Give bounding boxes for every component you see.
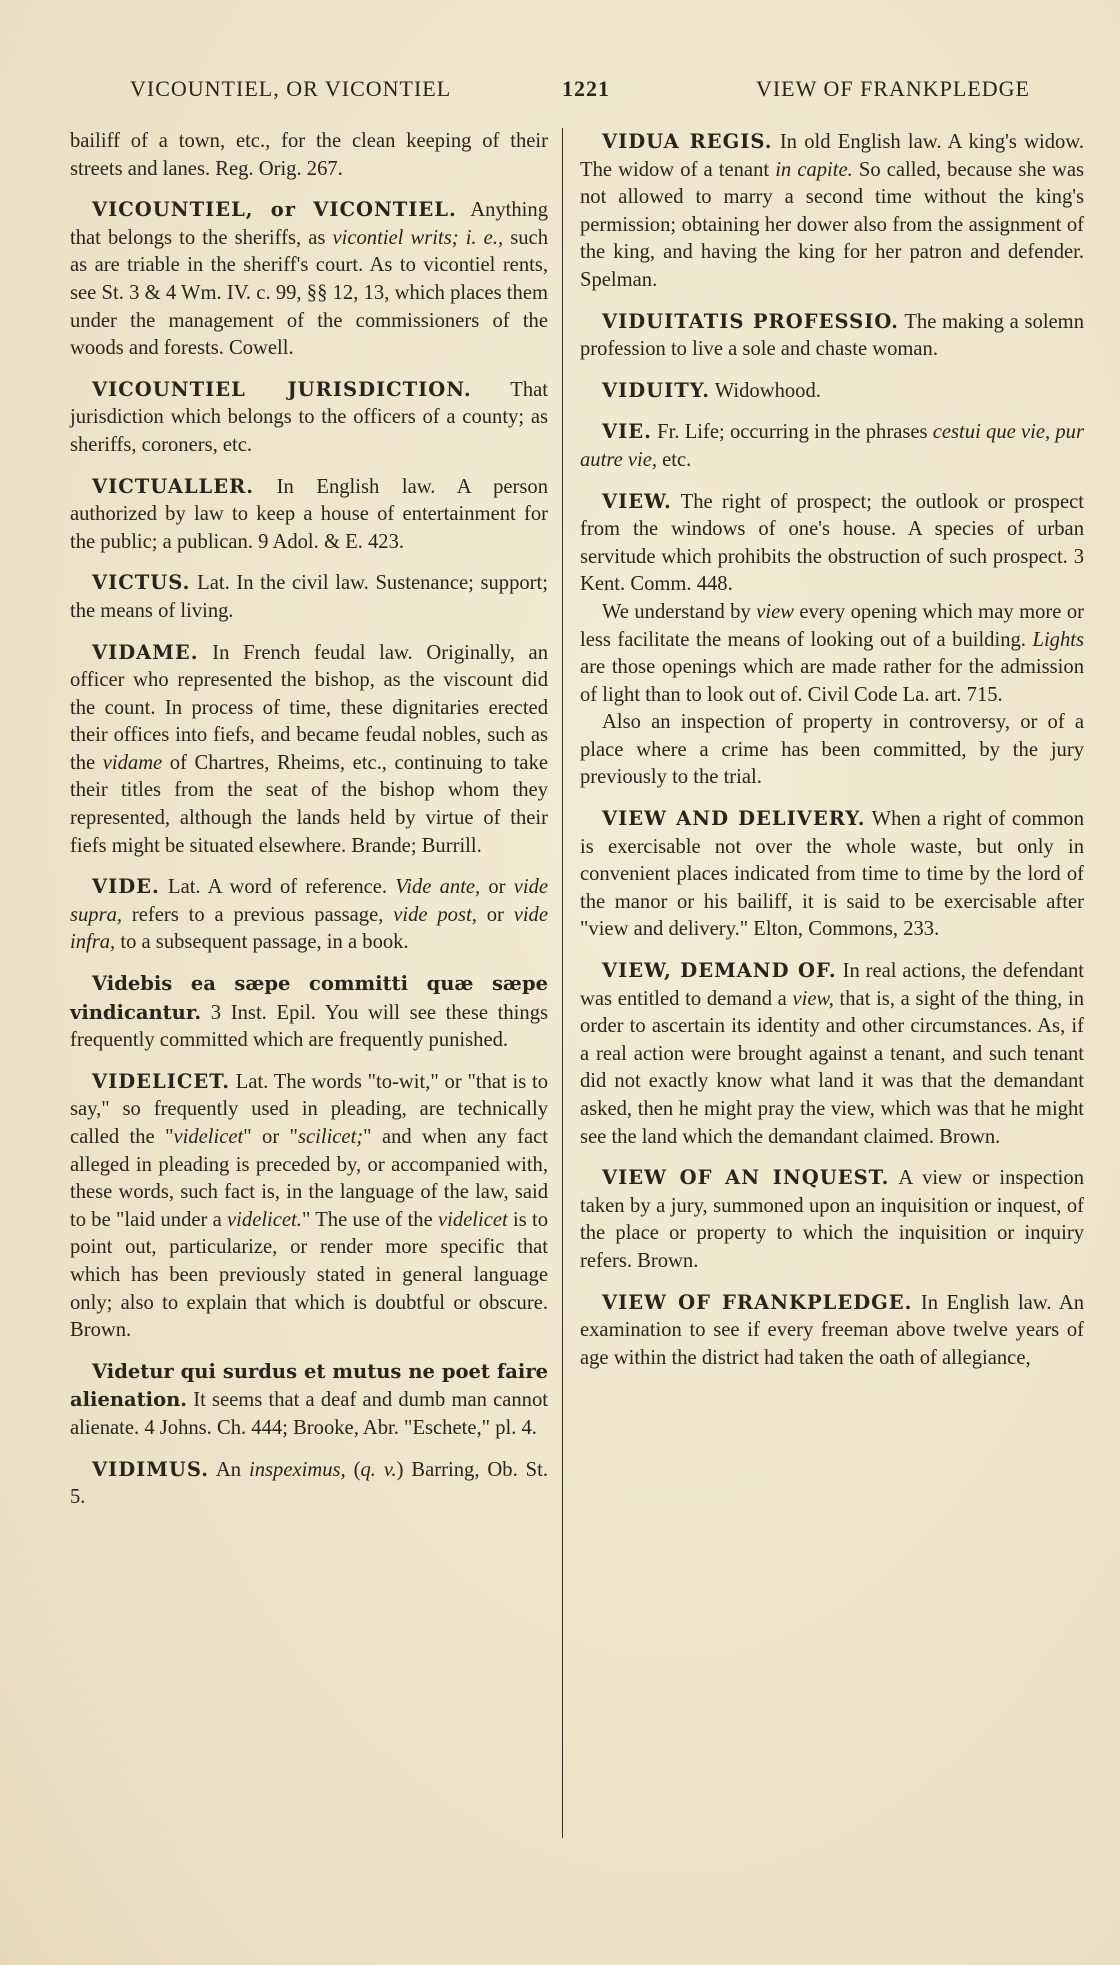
definition-italic: vidame [102,751,163,774]
definition-text: The right of prospect; the outlook or prospect from the windows of one's house. A species of urban servitude which prohibits the obstruction of such prospect. 3 Kent. Comm. 448. [580,490,1084,596]
headword: VIEW. [602,489,672,513]
headword: VICOUNTIEL JURISDICTION. [92,377,472,401]
definition-text: " and when any fact alleged in pleading is preceded by, or accompanied with, these words, such fact is, in the language of the law, said to be "laid under a [70,1126,549,1231]
definition-italic: q. v. [360,1458,397,1481]
definition-text: Lat. In the civil law. Sustenance; support; the means of living. [70,572,548,622]
entry-victus [70,569,548,625]
headword: VICTUALLER. [92,474,255,498]
right-column [580,128,1084,1385]
definition-text: In French feudal law. Originally, an officer who represented the bishop, as the viscount did the count. In process of time, these dignitaries erected their offices into fiefs, and became feudal nobles, such as the [70,641,548,774]
entry-vide [70,873,548,957]
definition-text: The making a solemn profession to live a sole and chaste woman. [580,310,1084,361]
running-head-left: VICOUNTIEL, OR VICONTIEL [130,76,452,101]
entry-viduitatis-professio [580,308,1084,364]
entry-vie [580,418,1084,474]
definition-italic: Lights [1032,628,1084,651]
headword: VIDUA REGIS. [602,130,773,153]
definition-text: We understand by [602,600,757,623]
definition-italic: view, [792,987,834,1010]
definition-text: " or " [243,1126,298,1148]
definition-text: Lat. The words "to-wit," or "that is to say," so frequently used in pleading, are technically called the " [70,1070,548,1148]
headword: VICTUS. [92,571,191,595]
entry-view-and-delivery [580,805,1084,944]
entry-victualler [70,473,548,557]
entry-videlicet [70,1068,548,1345]
definition-italic: vide infra, [70,903,548,954]
view-paragraph-3: Also an inspection of property in controversy, or of a place where a crime has been committed, by the jury previously to the trial. [580,711,1084,789]
definition-italic: videlicet [173,1126,244,1148]
headword: VICOUNTIEL, or VICONTIEL. [92,198,457,222]
definition-text: is to point out, particularize, or render more specific that which has been previously stated in general language only; also to explain that which is doubtful or obscure. Brown. [70,1208,549,1342]
headword: VIDE. [92,875,160,899]
headword: VIDUITATIS PROFESSIO. [602,309,899,333]
definition-text: Widowhood. [710,379,821,402]
definition-text: Fr. Life; occurring in the phrases [651,421,933,444]
entry-vicountiel [70,196,548,363]
left-column [70,128,548,1525]
continuation-paragraph: bailiff of a town, etc., for the clean keeping of their streets and lanes. Reg. Orig. 267. [70,130,548,180]
definition-text: are those openings which are made rather for the admission of light than to look out of. Civil Code La. art. 715. [580,656,1084,706]
definition-text: Anything that belongs to the sheriffs, as [70,199,548,249]
definition-text: In English law. An examination to see if every freeman above twelve years of age within the district had taken the oath of allegiance, [580,1291,1084,1369]
entry-view-demand-of [580,957,1084,1151]
headword: VIEW, DEMAND OF. [602,959,837,983]
entry-vidua-regis [580,128,1084,295]
view-paragraph-1 [580,488,1084,599]
entry-view-of-frankpledge [580,1289,1084,1373]
definition-italic: in capite. [775,158,853,181]
entry-view [580,488,1084,793]
definition-text: So called, because she was not allowed to marry a second time without the king's permission; obtaining her dower also from the assignment of the king, and having the king for her patron and defender. Spelman. [580,158,1085,291]
definition-text: A view or inspection taken by a jury, summoned upon an inquisition or inquest, of the place or property to which the inquisition or inquiry refers. Brown. [580,1167,1084,1272]
headword: VIE. [602,420,652,444]
definition-text: refers to a previous passage, [122,903,394,926]
view-paragraph-2 [580,599,1084,709]
column-divider [562,128,563,1838]
definition-italic: vide supra, [70,876,549,926]
running-head-right: VIEW OF FRANKPLEDGE [755,76,1030,101]
definition-text: of Chartres, Rheims, etc., continuing to take their titles from the seat of the bishop whom they represented, although the lands held by virtue of their fiefs might be situated elsewhere. Brande; Burrill. [70,751,549,857]
headword: VIDAME. [92,640,199,664]
definition-text: In real actions, the defendant was entitled to demand a [580,960,1084,1010]
entry-vicountiel-jurisdiction [70,376,548,460]
definition-text: or [480,876,514,899]
definition-text: In old English law. A king's widow. The widow of a tenant [580,131,1084,181]
definition-italic: Vide ante, [395,876,481,899]
definition-italic: view [756,600,794,623]
definition-italic: vicontiel writs; i. e., [332,226,504,249]
headword: VIEW AND DELIVERY. [602,807,866,831]
definition-italic: scilicet; [297,1126,364,1148]
maxim: Videbis ea sæpe committi quæ sæpe vindicantur. [70,972,548,1024]
page-number: 1221 [562,76,610,101]
definition-text: When a right of common is exercisable not over the whole waste, but only in convenient places indicated from time to time by the lord of the manor or his bailiff, it is said to be exercisable after "view and delivery." Elton, Commons, 233. [580,808,1084,941]
headword: VIDIMUS. [92,1457,210,1481]
definition-text: etc. [657,448,692,471]
running-head [130,76,1030,110]
definition-text: 3 Inst. Epil. You will see these things frequently committed which are frequently punished. [70,1001,548,1052]
definition-text: That jurisdiction which belongs to the officers of a county; as sheriffs, coroners, etc. [70,378,548,456]
definition-text: It seems that a deaf and dumb man cannot alienate. 4 Johns. Ch. 444; Brooke, Abr. "Eschete," pl. 4. [70,1389,548,1439]
entry-view-of-an-inquest [580,1164,1084,1275]
definition-text: Lat. A word of reference. [159,876,396,899]
definition-text: every opening which may more or less facilitate the means of looking out of a building. [580,600,1084,651]
definition-text: to a subsequent passage, in a book. [115,931,409,954]
definition-text: that is, a sight of the thing, in order to ascertain its identity and other circumstances. As, if a real action were brought against a tenant, and such tenant did not exactly know what land it was that the demandant asked, then he might pray the view, which was that he might see the land which the demandant claimed. Brown. [580,987,1084,1148]
definition-text: ) Barring, Ob. St. 5. [70,1458,549,1509]
definition-text: or [476,903,514,926]
definition-text: " The use of the [301,1208,438,1231]
headword: VIDUITY. [602,378,710,402]
definition-italic: vide post, [393,903,477,926]
entry-viduity [580,377,1084,406]
definition-italic: videlicet. [227,1208,302,1231]
headword: VIEW OF FRANKPLEDGE. [602,1290,913,1314]
definition-text: such as are triable in the sheriff's court. As to vicontiel rents, see St. 3 & 4 Wm. IV. c. 99, §§ 12, 13, which places them under the management of the commissioners of the woods and forests. Cowell. [70,226,548,360]
headword: VIEW OF AN INQUEST. [602,1166,890,1190]
definition-text: An [209,1458,249,1481]
entry-videbis-maxim [70,970,548,1055]
definition-text: In English law. A person authorized by law to keep a house of entertainment for the public; a publican. 9 Adol. & E. 423. [70,475,548,553]
entry-videtur-maxim [70,1358,548,1443]
entry-vidame [70,639,548,861]
headword: VIDELICET. [92,1069,231,1093]
maxim: Videtur qui surdus et mutus ne poet faire alienation. [70,1359,548,1412]
entry-vidimus [70,1456,548,1512]
definition-italic: cestui que vie, pur autre vie, [580,421,1084,471]
definition-italic: videlicet [438,1208,508,1231]
definition-text: ( [345,1458,361,1481]
definition-italic: inspeximus, [248,1458,346,1481]
